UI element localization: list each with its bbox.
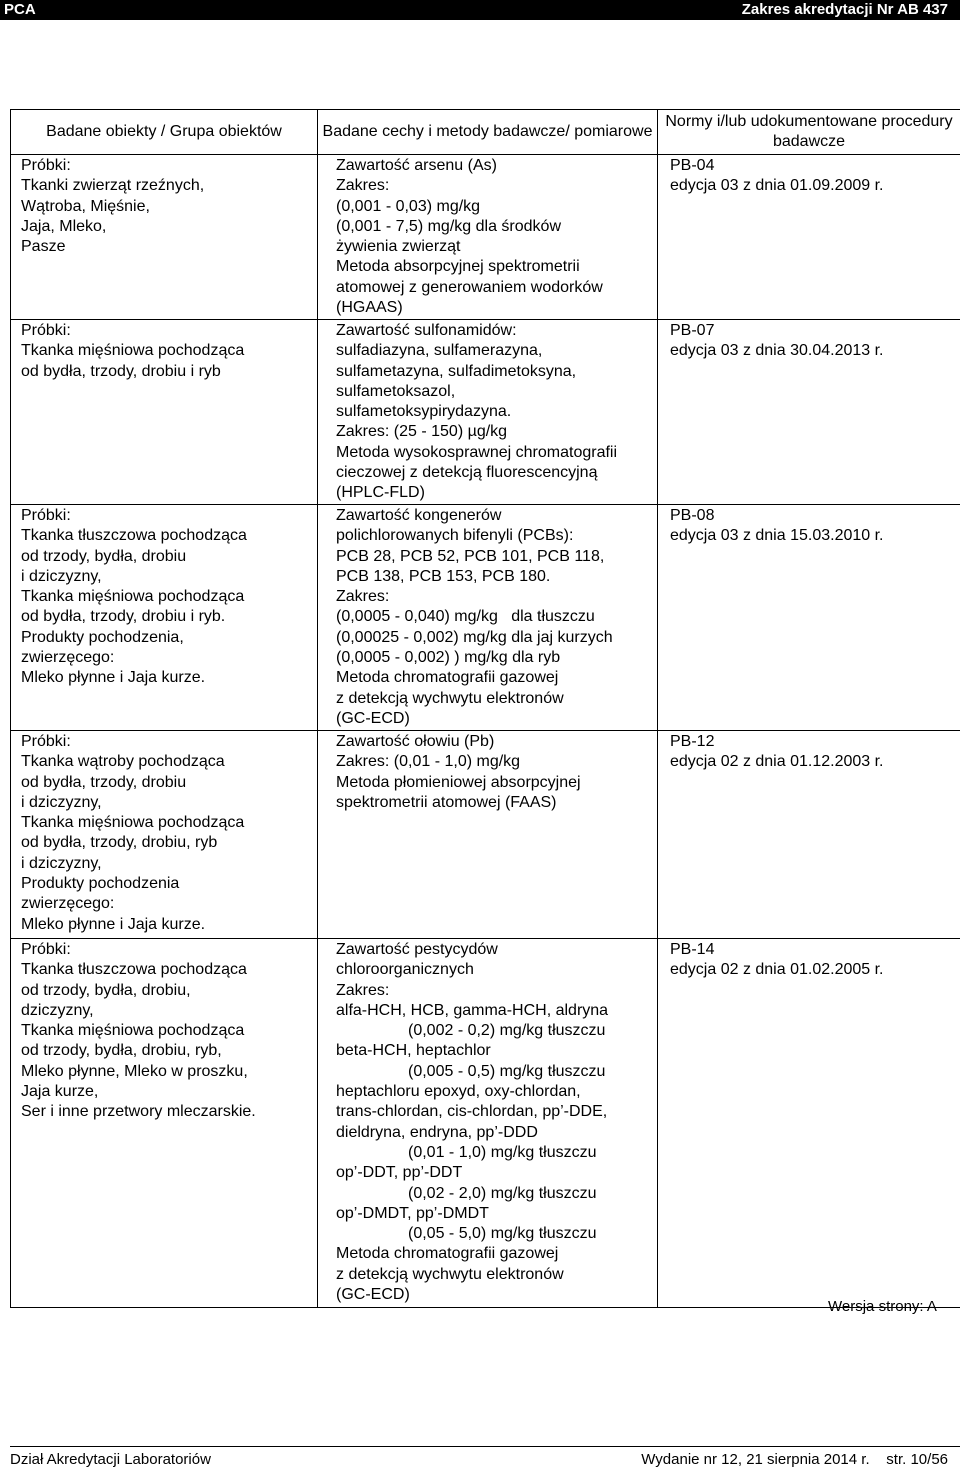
objects-line: Próbki:	[21, 733, 71, 750]
objects-line: i dziczyzny,	[21, 793, 102, 811]
methods-line: Metoda absorpcyjnej spektrometrii	[336, 258, 580, 276]
objects-line: Produkty pochodzenia	[21, 875, 180, 893]
objects-line: Mleko płynne, Mleko w proszku,	[21, 1062, 248, 1080]
accreditation-table	[10, 109, 960, 1308]
methods-line: żywienia zwierząt	[336, 238, 461, 256]
methods-line: (0,0005 - 0,002) ) mg/kg dla ryb	[336, 649, 561, 667]
methods-line: PCB 138, PCB 153, PCB 180.	[336, 567, 551, 585]
methods-line: (0,02 - 2,0) mg/kg tłuszczu	[408, 1184, 597, 1202]
objects-cell	[11, 155, 318, 320]
table-row	[11, 939, 960, 1308]
methods-line: (0,00025 - 0,002) mg/kg dla jaj kurzych	[336, 628, 613, 646]
methods-line: Zawartość ołowiu (Pb)	[336, 733, 495, 750]
methods-line: (HPLC-FLD)	[336, 484, 425, 502]
objects-line: Mleko płynne i Jaja kurze.	[21, 915, 206, 933]
objects-line: Wątroba, Mięśnie,	[21, 197, 150, 215]
methods-cell	[318, 320, 658, 505]
objects-line: zwierzęcego:	[21, 649, 115, 667]
objects-line: Próbki:	[21, 507, 71, 524]
objects-line: Ser i inne przetwory mleczarskie.	[21, 1103, 256, 1121]
footer-divider	[10, 1446, 960, 1447]
standard-cell	[658, 320, 960, 505]
objects-line: Tkanka wątroby pochodząca	[21, 753, 225, 771]
methods-line: Zakres: (0,01 - 1,0) mg/kg	[336, 753, 521, 771]
objects-line: od bydła, trzody, drobiu, ryb	[21, 834, 218, 852]
methods-line: (0,001 - 7,5) mg/kg dla środków	[336, 217, 561, 235]
objects-line: od trzody, bydła, drobiu	[21, 547, 187, 565]
objects-cell	[11, 320, 318, 505]
objects-cell	[11, 939, 318, 1308]
objects-line: dziczyzny,	[21, 1001, 94, 1019]
methods-cell	[318, 505, 658, 731]
objects-line: i dziczyzny,	[21, 567, 102, 585]
methods-line: alfa-HCH, HCB, gamma-HCH, aldryna	[336, 1001, 609, 1019]
table-row	[11, 731, 960, 939]
methods-line: atomowej z generowaniem wodorków	[336, 278, 603, 296]
standard-cell	[658, 155, 960, 320]
objects-line: Tkanka tłuszczowa pochodząca	[21, 527, 247, 545]
table-row	[11, 505, 960, 731]
standard-code: PB-04	[670, 157, 715, 174]
methods-line: spektrometrii atomowej (FAAS)	[336, 793, 557, 811]
methods-line: Zawartość arsenu (As)	[336, 157, 497, 174]
col-header-objects: Badane obiekty / Grupa obiektów	[11, 110, 318, 155]
methods-line: beta-HCH, heptachlor	[336, 1042, 491, 1060]
methods-line: Zakres:	[336, 588, 390, 606]
objects-line: zwierzęcego:	[21, 895, 115, 913]
methods-line: sulfadiazyna, sulfamerazyna,	[336, 342, 543, 360]
methods-line: Zakres:	[336, 981, 390, 999]
methods-line: Zakres: (25 - 150) µg/kg	[336, 423, 508, 441]
methods-line: op’-DMDT, pp’-DMDT	[336, 1204, 489, 1222]
objects-line: i dziczyzny,	[21, 854, 102, 872]
methods-line: heptachloru epoxyd, oxy-chlordan,	[336, 1083, 581, 1101]
objects-line: Próbki:	[21, 941, 71, 958]
methods-line: (0,05 - 5,0) mg/kg tłuszczu	[408, 1225, 597, 1243]
objects-line: od bydła, trzody, drobiu i ryb.	[21, 608, 226, 626]
methods-cell	[318, 731, 658, 939]
objects-line: od trzody, bydła, drobiu, ryb,	[21, 1042, 222, 1060]
page-version-note: Wersja strony: A	[828, 1298, 937, 1315]
standard-cell	[658, 731, 960, 939]
objects-line: Tkanka tłuszczowa pochodząca	[21, 961, 247, 979]
methods-cell	[318, 939, 658, 1308]
objects-line: Tkanka mięśniowa pochodząca	[21, 588, 245, 606]
objects-line: od bydła, trzody, drobiu	[21, 773, 187, 791]
footer-edition-page: Wydanie nr 12, 21 sierpnia 2014 r. str. 10/56	[641, 1451, 948, 1468]
table-row	[11, 155, 960, 320]
methods-line: PCB 28, PCB 52, PCB 101, PCB 118,	[336, 547, 605, 565]
methods-line: Zawartość kongenerów	[336, 507, 502, 524]
page-header	[0, 0, 960, 20]
standard-code: PB-07	[670, 322, 715, 339]
methods-line: sulfametoksazol,	[336, 382, 456, 400]
methods-line: z detekcją wychwytu elektronów	[336, 1265, 564, 1283]
methods-line: z detekcją wychwytu elektronów	[336, 689, 564, 707]
objects-line: Tkanka mięśniowa pochodząca	[21, 1022, 245, 1040]
methods-line: (0,001 - 0,03) mg/kg	[336, 197, 481, 215]
standard-edition: edycja 03 z dnia 01.09.2009 r.	[670, 177, 884, 195]
objects-line: Jaja, Mleko,	[21, 217, 107, 235]
methods-line: Zawartość sulfonamidów:	[336, 322, 517, 339]
methods-line: Metoda chromatografii gazowej	[336, 669, 559, 687]
methods-line: (0,002 - 0,2) mg/kg tłuszczu	[408, 1022, 606, 1040]
methods-line: chloroorganicznych	[336, 961, 474, 979]
header-org: PCA	[4, 1, 36, 18]
methods-line: (0,0005 - 0,040) mg/kg dla tłuszczu	[336, 608, 595, 626]
methods-line: trans-chlordan, cis-chlordan, pp’-DDE,	[336, 1103, 608, 1121]
methods-line: (0,005 - 0,5) mg/kg tłuszczu	[408, 1062, 606, 1080]
methods-line: Metoda chromatografii gazowej	[336, 1245, 559, 1263]
methods-line: polichlorowanych bifenyli (PCBs):	[336, 527, 574, 545]
footer-department: Dział Akredytacji Laboratoriów	[10, 1451, 211, 1468]
methods-line: (GC-ECD)	[336, 1286, 410, 1304]
methods-line: cieczowej z detekcją fluorescencyjną	[336, 464, 598, 482]
methods-line: sulfametoksypirydazyna.	[336, 403, 512, 421]
objects-cell	[11, 505, 318, 731]
methods-line: Zawartość pestycydów	[336, 941, 498, 958]
objects-line: Produkty pochodzenia,	[21, 628, 184, 646]
objects-line: od bydła, trzody, drobiu i ryb	[21, 362, 221, 380]
objects-line: Tkanka mięśniowa pochodząca	[21, 342, 245, 360]
standard-code: PB-08	[670, 507, 715, 524]
standard-edition: edycja 02 z dnia 01.02.2005 r.	[670, 961, 884, 979]
methods-cell	[318, 155, 658, 320]
col-header-standards: Normy i/lub udokumentowane procedury badawcze	[658, 110, 960, 155]
objects-line: Próbki:	[21, 322, 71, 339]
methods-line: Metoda wysokosprawnej chromatografii	[336, 443, 618, 461]
methods-line: Metoda płomieniowej absorpcyjnej	[336, 773, 581, 791]
table-row	[11, 320, 960, 505]
objects-line: Tkanki zwierząt rzeźnych,	[21, 177, 205, 195]
table-header-row	[11, 110, 960, 155]
standard-cell	[658, 939, 960, 1308]
standard-edition: edycja 03 z dnia 15.03.2010 r.	[670, 527, 884, 545]
standard-edition: edycja 03 z dnia 30.04.2013 r.	[670, 342, 884, 360]
methods-line: dieldryna, endryna, pp’-DDD	[336, 1123, 538, 1141]
standard-code: PB-14	[670, 941, 715, 958]
methods-line: Zakres:	[336, 177, 390, 195]
standard-cell	[658, 505, 960, 731]
methods-line: sulfametazyna, sulfadimetoksyna,	[336, 362, 577, 380]
methods-line: op’-DDT, pp’-DDT	[336, 1164, 463, 1182]
objects-line: Mleko płynne i Jaja kurze.	[21, 669, 206, 687]
methods-line: (GC-ECD)	[336, 709, 410, 727]
objects-cell	[11, 731, 318, 939]
objects-line: Próbki:	[21, 157, 71, 174]
objects-line: Pasze	[21, 238, 66, 256]
standard-code: PB-12	[670, 733, 715, 750]
methods-line: (0,01 - 1,0) mg/kg tłuszczu	[408, 1143, 597, 1161]
col-header-methods: Badane cechy i metody badawcze/ pomiarowe	[318, 110, 658, 155]
methods-line: (HGAAS)	[336, 299, 403, 317]
objects-line: Tkanka mięśniowa pochodząca	[21, 814, 245, 832]
objects-line: od trzody, bydła, drobiu,	[21, 981, 191, 999]
standard-edition: edycja 02 z dnia 01.12.2003 r.	[670, 753, 884, 771]
header-scope-title: Zakres akredytacji Nr AB 437	[741, 1, 948, 18]
objects-line: Jaja kurze,	[21, 1083, 99, 1101]
